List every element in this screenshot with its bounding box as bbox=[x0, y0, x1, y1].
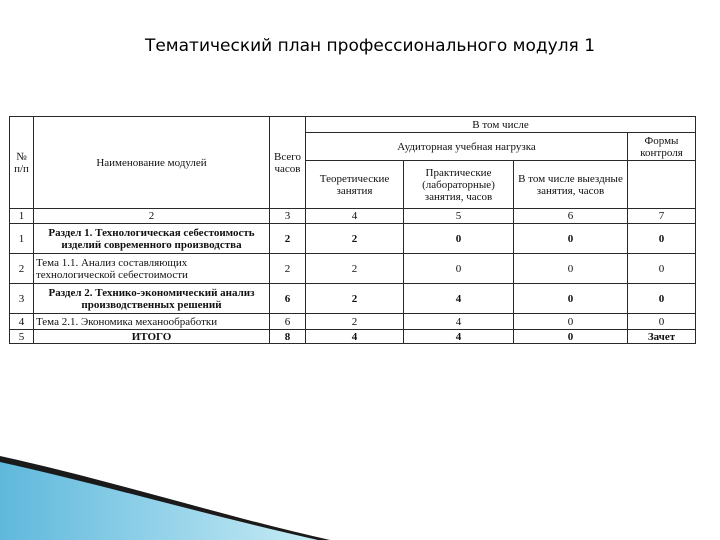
cell-total: 2 bbox=[270, 254, 306, 284]
cell-control: 0 bbox=[628, 254, 696, 284]
cell-theory: 2 bbox=[306, 314, 404, 330]
cell-name: Раздел 1. Технологическая себестоимость изделий современного производства bbox=[34, 224, 270, 254]
cell-field: 0 bbox=[514, 314, 628, 330]
header-auditory: Аудиторная учебная нагрузка bbox=[306, 133, 628, 161]
cell-total: 8 bbox=[270, 330, 306, 344]
cell-num: 5 bbox=[10, 330, 34, 344]
cell-control: 0 bbox=[628, 284, 696, 314]
table-row bbox=[10, 314, 696, 330]
column-number: 3 bbox=[270, 209, 306, 224]
cell-field: 0 bbox=[514, 224, 628, 254]
header-theory: Теоретические занятия bbox=[306, 161, 404, 209]
column-number: 5 bbox=[404, 209, 514, 224]
header-field: В том числе выездные занятия, часов bbox=[514, 161, 628, 209]
cell-num: 1 bbox=[10, 224, 34, 254]
cell-field: 0 bbox=[514, 284, 628, 314]
cell-control: Зачет bbox=[628, 330, 696, 344]
cell-theory: 2 bbox=[306, 254, 404, 284]
cell-practice: 4 bbox=[404, 330, 514, 344]
thematic-plan-table bbox=[9, 116, 696, 344]
cell-name: ИТОГО bbox=[34, 330, 270, 344]
header-practice: Практические (лабораторные) занятия, часов bbox=[404, 161, 514, 209]
column-number-row bbox=[10, 209, 696, 224]
page-title: Тематический план профессионального модуля 1 bbox=[144, 36, 596, 56]
header-total: Всего часов bbox=[270, 117, 306, 209]
cell-practice: 4 bbox=[404, 284, 514, 314]
header-including: В том числе bbox=[306, 117, 696, 133]
table-row bbox=[10, 284, 696, 314]
column-number: 1 bbox=[10, 209, 34, 224]
cell-practice: 4 bbox=[404, 314, 514, 330]
header-control-empty bbox=[628, 161, 696, 209]
cell-field: 0 bbox=[514, 330, 628, 344]
header-name: Наименование модулей bbox=[34, 117, 270, 209]
cell-practice: 0 bbox=[404, 254, 514, 284]
column-number: 2 bbox=[34, 209, 270, 224]
cell-num: 2 bbox=[10, 254, 34, 284]
cell-practice: 0 bbox=[404, 224, 514, 254]
cell-total: 2 bbox=[270, 224, 306, 254]
cell-name: Тема 2.1. Экономика механообработки bbox=[34, 314, 270, 330]
header-num: № п/п bbox=[10, 117, 34, 209]
table-row bbox=[10, 330, 696, 344]
cell-control: 0 bbox=[628, 224, 696, 254]
column-number: 6 bbox=[514, 209, 628, 224]
cell-total: 6 bbox=[270, 284, 306, 314]
cell-name: Раздел 2. Технико-экономический анализ производственных решений bbox=[34, 284, 270, 314]
decorative-swoosh bbox=[0, 440, 720, 540]
table-row bbox=[10, 254, 696, 284]
table-body bbox=[10, 224, 696, 344]
column-number: 7 bbox=[628, 209, 696, 224]
cell-theory: 2 bbox=[306, 224, 404, 254]
header-control: Формы контроля bbox=[628, 133, 696, 161]
column-number: 4 bbox=[306, 209, 404, 224]
table-row bbox=[10, 224, 696, 254]
cell-num: 4 bbox=[10, 314, 34, 330]
cell-num: 3 bbox=[10, 284, 34, 314]
cell-control: 0 bbox=[628, 314, 696, 330]
cell-total: 6 bbox=[270, 314, 306, 330]
cell-theory: 2 bbox=[306, 284, 404, 314]
cell-name: Тема 1.1. Анализ составляющих технологической себестоимости bbox=[34, 254, 270, 284]
cell-field: 0 bbox=[514, 254, 628, 284]
cell-theory: 4 bbox=[306, 330, 404, 344]
